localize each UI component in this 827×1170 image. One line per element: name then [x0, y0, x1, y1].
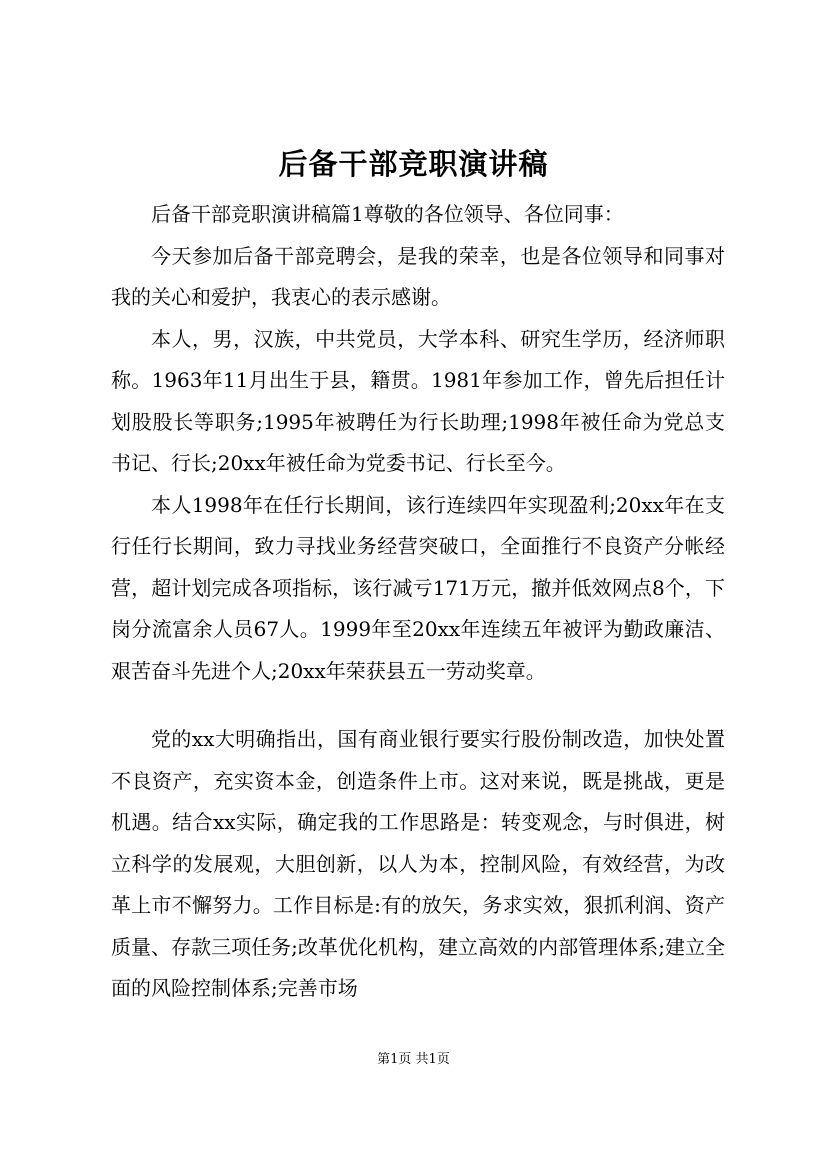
paragraph-3: 本人，男，汉族，中共党员，大学本科、研究生学历，经济师职称。1963年11月出生于县，籍贯。1981年参加工作，曾先后担任计划股股长等职务;1995年被聘任为行长助理;1998年被任命为党总支书记、行长;20xx年被任命为党委书记、行长至今。	[111, 326, 725, 475]
page-number-indicator: 第1页 共1页	[377, 1052, 450, 1067]
page-title: 后备干部竞职演讲稿	[278, 147, 549, 181]
page-footer	[0, 1050, 827, 1070]
document-body	[111, 194, 725, 1010]
paragraph-2: 今天参加后备干部竞聘会，是我的荣幸，也是各位领导和同事对我的关心和爱护，我衷心的表示感谢。	[111, 243, 725, 309]
paragraph-1: 后备干部竞职演讲稿篇1尊敬的各位领导、各位同事：	[151, 202, 624, 226]
paragraph-4: 本人1998年在任行长期间，该行连续四年实现盈利;20xx年在支行任行长期间，致力寻找业务经营突破口，全面推行不良资产分帐经营，超计划完成各项指标，该行减亏171万元，撤并低效网点8个，下岗分流富余人员67人。1999年至20xx年连续五年被评为勤政廉洁、艰苦奋斗先进个人;20xx年荣获县五一劳动奖章。	[111, 492, 725, 683]
paragraph-5: 党的xx大明确指出，国有商业银行要实行股份制改造，加快处置不良资产，充实资本金，创造条件上市。这对来说，既是挑战，更是机遇。结合xx实际，确定我的工作思路是：转变观念，与时俱进，树立科学的发展观，大胆创新，以人为本，控制风险，有效经营，为改革上市不懈努力。工作目标是:有的放矢，务求实效，狠抓利润、资产质量、存款三项任务;改革优化机构，建立高效的内部管理体系;建立全面的风险控制体系;完善市场	[111, 727, 725, 1000]
